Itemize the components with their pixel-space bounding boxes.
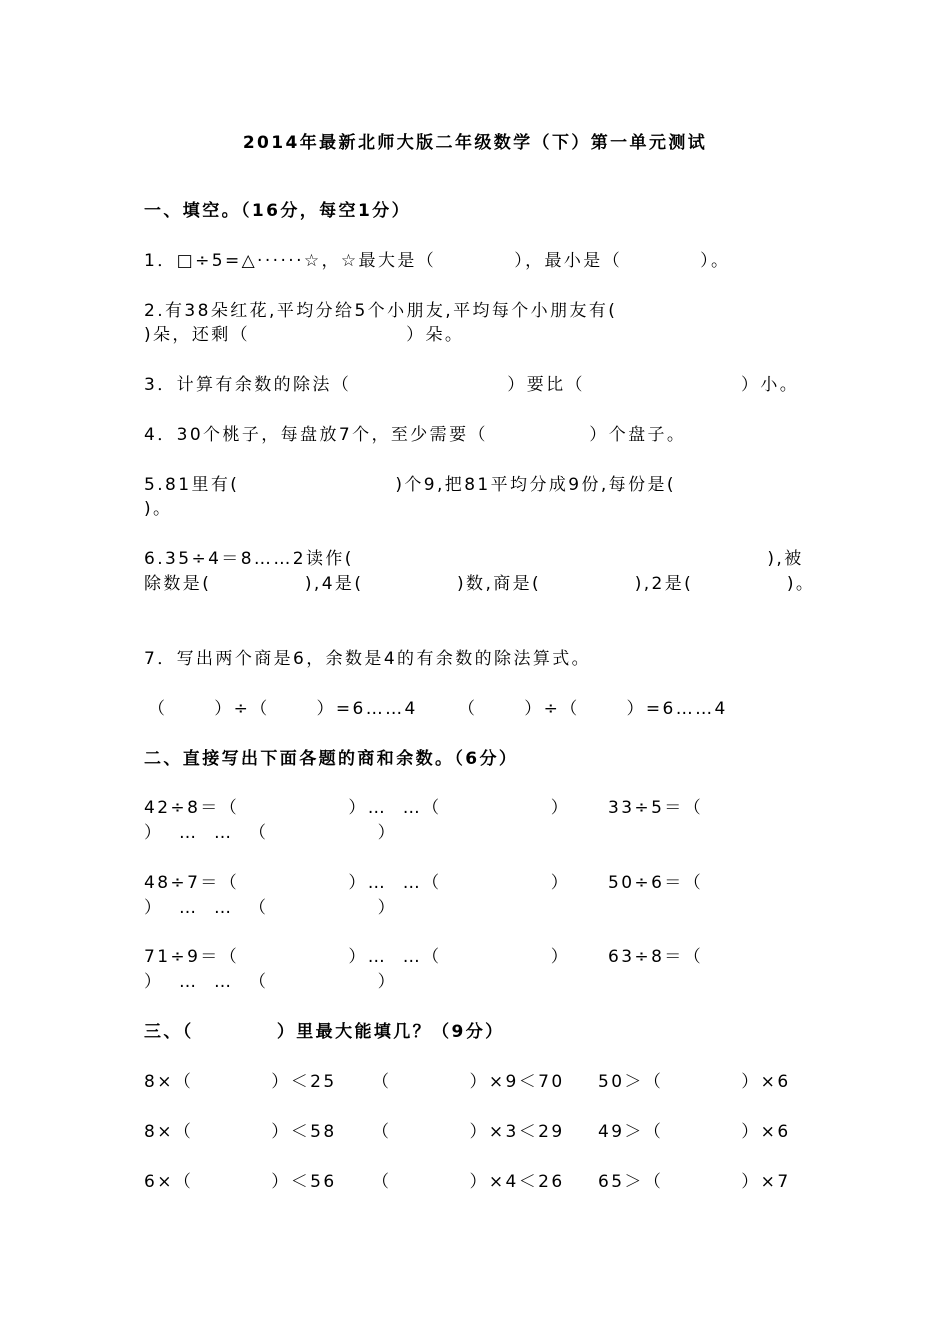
question-1: 1．□÷5=△······☆，☆最大是（ ），最小是（ ）。: [144, 251, 731, 271]
division-item-continuation: ） … … （ ）: [144, 898, 398, 918]
division-item-right: 33÷5＝（: [608, 798, 704, 818]
division-item-left: 42÷8＝（ ）… …（ ）: [144, 798, 571, 818]
question-7: 7．写出两个商是6，余数是4的有余数的除法算式。: [144, 649, 592, 669]
question-4: 4．30个桃子，每盘放7个，至少需要（ ）个盘子。: [144, 425, 687, 445]
question-2-line-2: )朵，还剩（ ）朵。: [144, 325, 465, 345]
section2-heading: 二、直接写出下面各题的商和余数。（6分）: [144, 749, 519, 769]
inequality-item: 8×（ ）＜58: [144, 1122, 337, 1142]
division-item-left: 48÷7＝（ ）… …（ ）: [144, 873, 571, 893]
section1-heading: 一、填空。（16分，每空1分）: [144, 201, 411, 221]
question-5-line-1: 5.81里有( )个9,把81平均分成9份,每份是(: [144, 475, 676, 495]
worksheet-title: 2014年最新北师大版二年级数学（下）第一单元测试: [242, 133, 708, 153]
division-item-left: 71÷9＝（ ）… …（ ）: [144, 947, 571, 967]
inequality-item: 8×（ ）＜25: [144, 1072, 337, 1092]
inequality-item: 65＞（ ）×7: [598, 1172, 791, 1192]
question-2-line-1: 2.有38朵红花,平均分给5个小朋友,平均每个小朋友有(: [144, 301, 618, 321]
question-7-blank-b: （ ）÷（ ）=6……4: [458, 699, 728, 719]
inequality-item: （ ）×3＜29: [372, 1122, 565, 1142]
inequality-item: 6×（ ）＜56: [144, 1172, 337, 1192]
division-item-right: 50÷6＝（: [608, 873, 704, 893]
inequality-item: （ ）×4＜26: [372, 1172, 565, 1192]
inequality-item: 50＞（ ）×6: [598, 1072, 791, 1092]
inequality-item: （ ）×9＜70: [372, 1072, 565, 1092]
section3-heading: 三、（ ）里最大能填几？（9分）: [144, 1022, 505, 1042]
inequality-item: 49＞（ ）×6: [598, 1122, 791, 1142]
question-3: 3．计算有余数的除法（ ）要比（ ）小。: [144, 375, 800, 395]
division-item-continuation: ） … … （ ）: [144, 823, 398, 843]
question-6-line-2: 除数是( ),4是( )数,商是( ),2是( )。: [144, 574, 816, 594]
division-item-continuation: ） … … （ ）: [144, 972, 398, 992]
question-7-blank-a: （ ）÷（ ）=6……4: [148, 699, 418, 719]
question-5-line-2: )。: [144, 499, 173, 519]
division-item-right: 63÷8＝（: [608, 947, 704, 967]
question-6-line-1: 6.35÷4＝8……2读作( ),被: [144, 549, 804, 569]
